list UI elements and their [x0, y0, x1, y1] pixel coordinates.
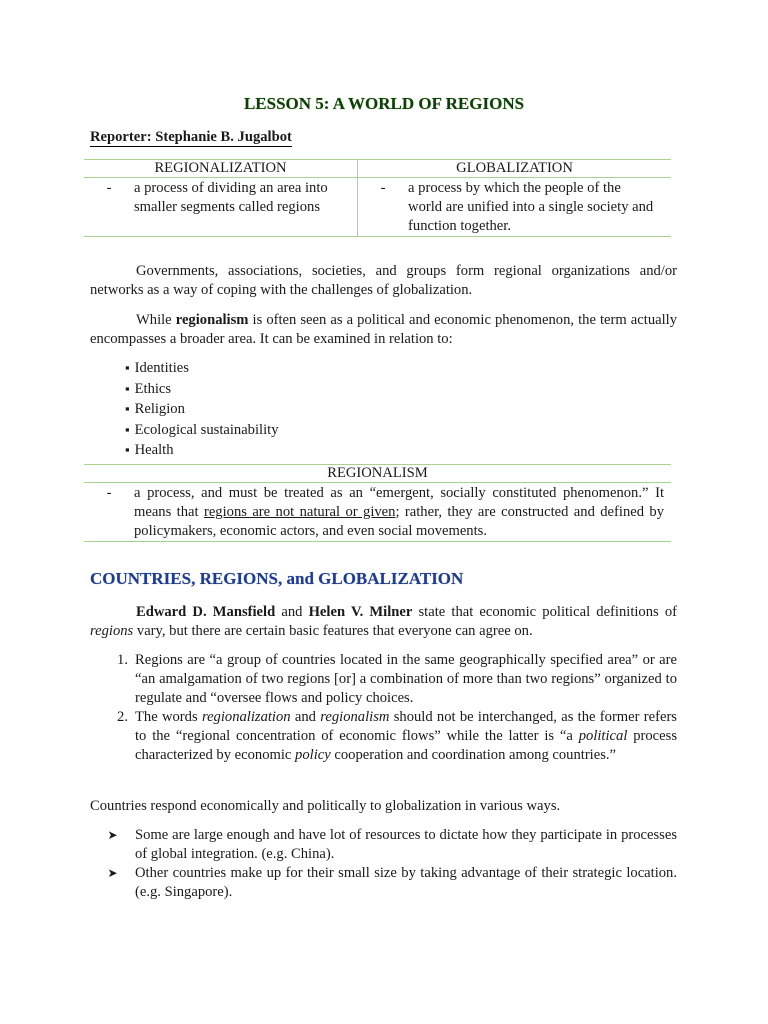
- text-span: While: [136, 312, 176, 328]
- numbered-list: [90, 651, 677, 765]
- item-text: Some are large enough and have lot of resources to dictate how they participate in processes of global integration. (e.g. China).: [135, 827, 677, 862]
- item-text: Other countries make up for their small size by taking advantage of their strategic location. (e.g. Singapore).: [135, 865, 677, 900]
- header-regionalism: REGIONALISM: [84, 465, 671, 483]
- italic-term: regionalization: [201, 709, 291, 725]
- paragraph-regionalism: [90, 311, 677, 349]
- item-text: Regions are “a group of countries located in the same geographically specified area” or are “an amalgamation of two regions [or] a combination of more than two regions” organized to regulate and “oversee flows and policy choices.: [135, 652, 677, 706]
- cell-globalization: [358, 178, 671, 237]
- list-item: ▪ Ecological sustainability: [125, 420, 279, 441]
- header-globalization: GLOBALIZATION: [358, 160, 671, 178]
- text-span: a process, and must be treated as an “emergent, socially constituted phenomenon.” It means that: [134, 485, 664, 520]
- globalization-definition: a process by which the people of the world are unified into a single society and function together.: [408, 180, 654, 234]
- cell-regionalism: [84, 483, 671, 542]
- text-span: cooperation and coordination among countries.”: [330, 747, 617, 763]
- text-span: vary, but there are certain basic features that everyone can agree on.: [133, 623, 533, 639]
- reporter-line: Reporter: Stephanie B. Jugalbot: [90, 129, 292, 145]
- text-span: is often seen as a political and economic phenomenon, the term actually encompasses a broader area. It can be examined in relation to:: [90, 312, 677, 347]
- text-span: and: [290, 709, 321, 725]
- italic-term: policy: [295, 747, 331, 763]
- bullet-list: [125, 358, 279, 461]
- dash-marker: -: [106, 485, 112, 501]
- italic-term: regions: [90, 623, 134, 639]
- cell-regionalization: [84, 178, 358, 237]
- item-text: [135, 708, 677, 765]
- arrow-bullet-icon: ➤: [107, 828, 118, 842]
- text-span: The words: [135, 709, 202, 725]
- text-span: process characterized by economic: [135, 728, 678, 763]
- author-name: Edward D. Mansfield: [136, 604, 276, 620]
- arrow-bullet-icon: ➤: [107, 866, 118, 880]
- author-name: Helen V. Milner: [308, 604, 413, 620]
- list-item: ▪ Religion: [125, 399, 279, 420]
- list-item: ▪ Ethics: [125, 379, 279, 400]
- regionalism-table: [84, 464, 671, 542]
- item-number: 1.: [117, 652, 128, 668]
- section-heading: COUNTRIES, REGIONS, and GLOBALIZATION: [90, 569, 464, 588]
- dash-marker: -: [106, 180, 112, 196]
- regionalization-definition: a process of dividing an area into smaller segments called regions: [134, 180, 328, 215]
- item-number: 2.: [117, 709, 128, 725]
- lesson-title: LESSON 5: A WORLD OF REGIONS: [243, 94, 525, 113]
- regionalism-definition: [134, 484, 664, 541]
- comparison-table: [84, 159, 671, 237]
- italic-term: political: [578, 728, 628, 744]
- list-item: [90, 826, 677, 864]
- list-item: ▪ Health: [125, 440, 279, 461]
- list-item: [90, 864, 677, 902]
- list-item: [90, 651, 677, 708]
- underlined-phrase: regions are not natural or given: [203, 504, 396, 520]
- list-item: [90, 708, 677, 765]
- dash-marker: -: [380, 180, 386, 196]
- text-span: ; rather, they are constructed and defined by policymakers, economic actors, and even social movements.: [134, 504, 665, 539]
- text-span: should not be interchanged, as the former refers to the “regional concentration of economic flows” while the latter is “a: [135, 709, 677, 744]
- list-item: ▪ Identities: [125, 358, 279, 379]
- arrow-list: [90, 826, 677, 902]
- text-span: and: [275, 604, 309, 620]
- text-span: state that economic political definitions of: [412, 604, 677, 620]
- header-regionalization: REGIONALIZATION: [84, 160, 358, 178]
- paragraph-mansfield: [90, 603, 677, 641]
- bold-term: regionalism: [175, 312, 249, 328]
- paragraph-responses: Countries respond economically and politically to globalization in various ways.: [90, 798, 561, 814]
- italic-term: regionalism: [320, 709, 390, 725]
- paragraph-organizations: Governments, associations, societies, and groups form regional organizations and/or networks as a way of coping with the challenges of globalization.: [90, 263, 677, 298]
